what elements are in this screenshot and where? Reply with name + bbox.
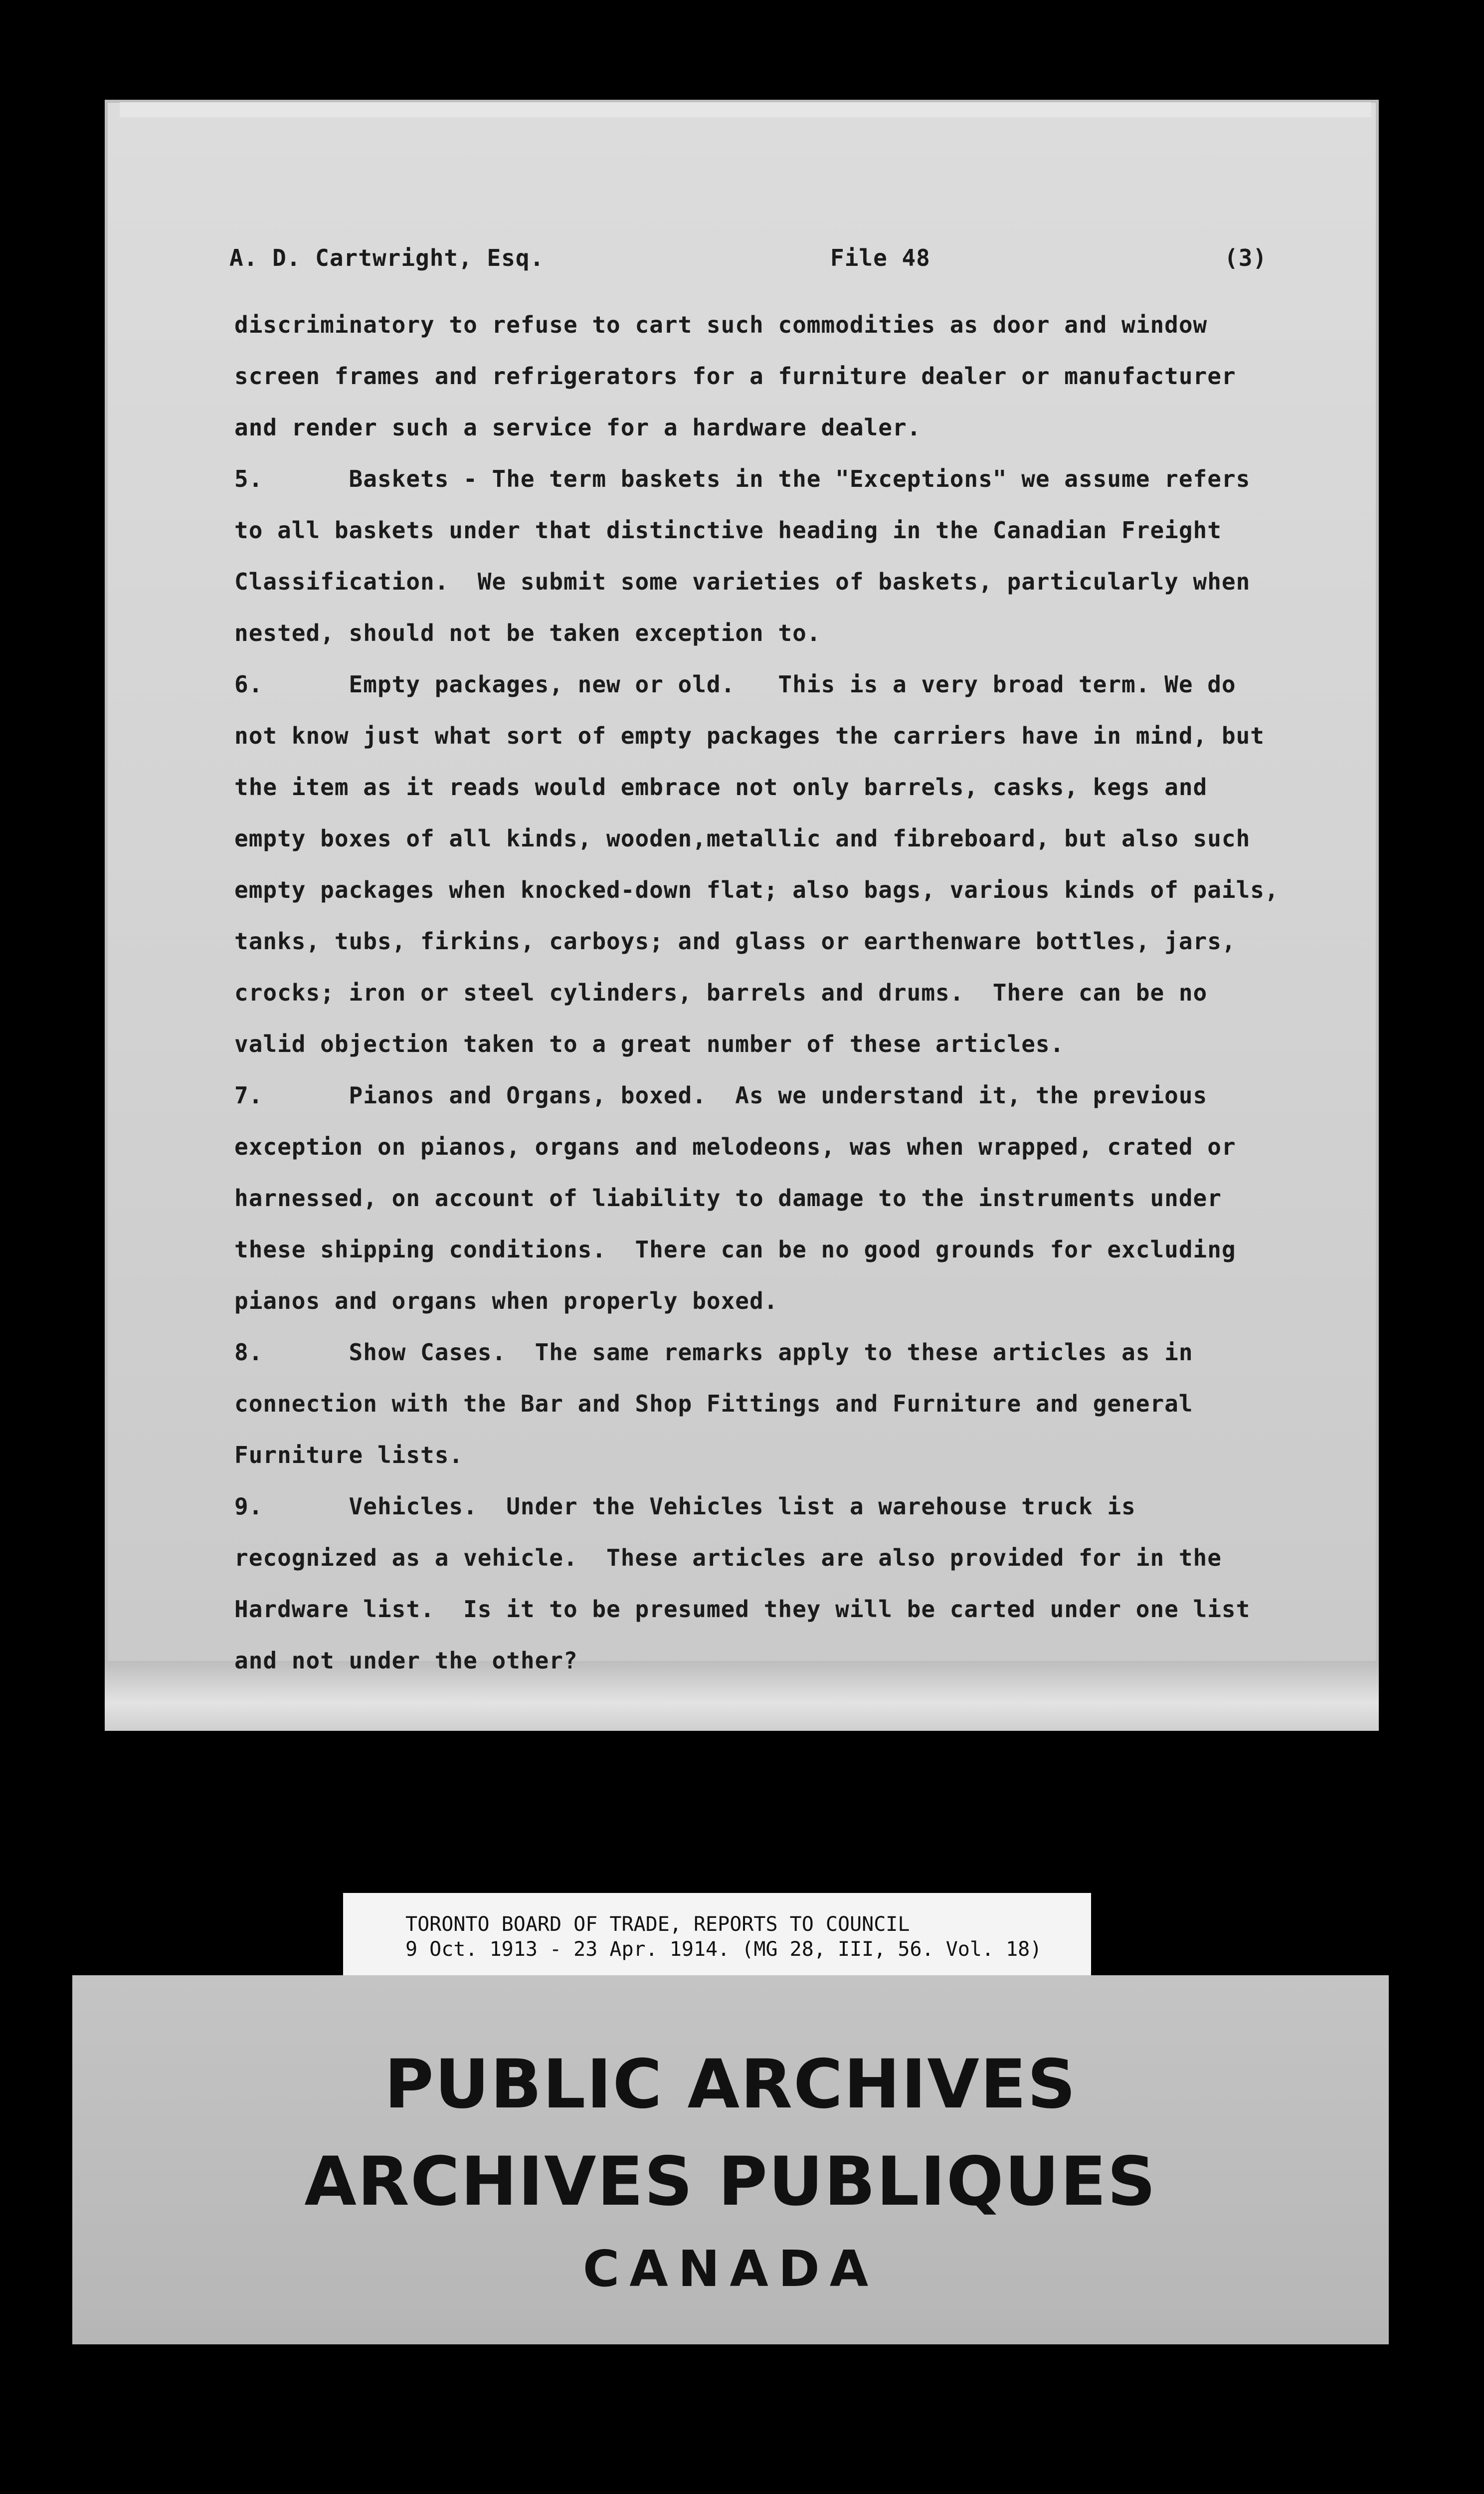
text-line: and render such a service for a hardware dealer. (234, 414, 922, 441)
addressee: A. D. Cartwright, Esq. (229, 244, 545, 271)
text-line: 9. Vehicles. Under the Vehicles list a warehouse truck is (234, 1493, 1136, 1520)
text-line: exception on pianos, organs and melodeons, was when wrapped, crated or (234, 1133, 1236, 1160)
text-line: 8. Show Cases. The same remarks apply to these articles as in (234, 1339, 1193, 1366)
text-line: pianos and organs when properly boxed. (234, 1287, 778, 1314)
letter-header (229, 244, 1346, 299)
collection-title: TORONTO BOARD OF TRADE, REPORTS TO COUNCIL (405, 1913, 910, 1936)
text-line: tanks, tubs, firkins, carboys; and glass or earthenware bottles, jars, (234, 928, 1236, 955)
collection-reference: 9 Oct. 1913 - 23 Apr. 1914. (MG 28, III, 56. Vol. 18) (405, 1938, 1042, 1961)
banner-english: PUBLIC ARCHIVES (384, 2045, 1077, 2123)
text-line: valid objection taken to a great number of these articles. (234, 1031, 1065, 1057)
text-line: and not under the other? (234, 1647, 578, 1674)
banner-french: ARCHIVES PUBLIQUES (304, 2142, 1157, 2221)
text-line: recognized as a vehicle. These articles are also provided for in the (234, 1544, 1222, 1571)
text-line: screen frames and refrigerators for a furniture dealer or manufacturer (234, 363, 1236, 390)
text-line: 7. Pianos and Organs, boxed. As we understand it, the previous (234, 1082, 1208, 1109)
text-line: connection with the Bar and Shop Fittings and Furniture and general (234, 1390, 1193, 1417)
banner-country: CANADA (582, 2240, 879, 2298)
text-line: harnessed, on account of liability to damage to the instruments under (234, 1185, 1222, 1212)
text-line: to all baskets under that distinctive heading in the Canadian Freight (234, 517, 1222, 544)
text-line: not know just what sort of empty packages the carriers have in mind, but (234, 722, 1265, 749)
text-line: Classification. We submit some varieties of baskets, particularly when (234, 568, 1251, 595)
text-line: Furniture lists. (234, 1442, 464, 1468)
text-line: empty packages when knocked-down flat; also bags, various kinds of pails, (234, 876, 1279, 903)
text-line: Hardware list. Is it to be presumed they will be carted under one list (234, 1596, 1251, 1623)
text-line: 6. Empty packages, new or old. This is a very broad term. We do (234, 671, 1236, 698)
page-number: (3) (1224, 244, 1268, 271)
page-top-edge (120, 102, 1371, 117)
text-line: the item as it reads would embrace not only barrels, casks, kegs and (234, 774, 1208, 801)
text-line: nested, should not be taken exception to. (234, 620, 821, 646)
text-line: 5. Baskets - The term baskets in the "Exceptions" we assume refers (234, 465, 1251, 492)
archives-banner (72, 1975, 1389, 2344)
text-line: crocks; iron or steel cylinders, barrels and drums. There can be no (234, 979, 1208, 1006)
letter-text (229, 244, 1346, 1686)
text-line: these shipping conditions. There can be no good grounds for excluding (234, 1236, 1236, 1263)
text-line: empty boxes of all kinds, wooden,metallic and fibreboard, but also such (234, 825, 1251, 852)
collection-label (343, 1893, 1091, 1975)
text-line: discriminatory to refuse to cart such commodities as door and window (234, 311, 1208, 338)
file-number: File 48 (830, 244, 930, 271)
